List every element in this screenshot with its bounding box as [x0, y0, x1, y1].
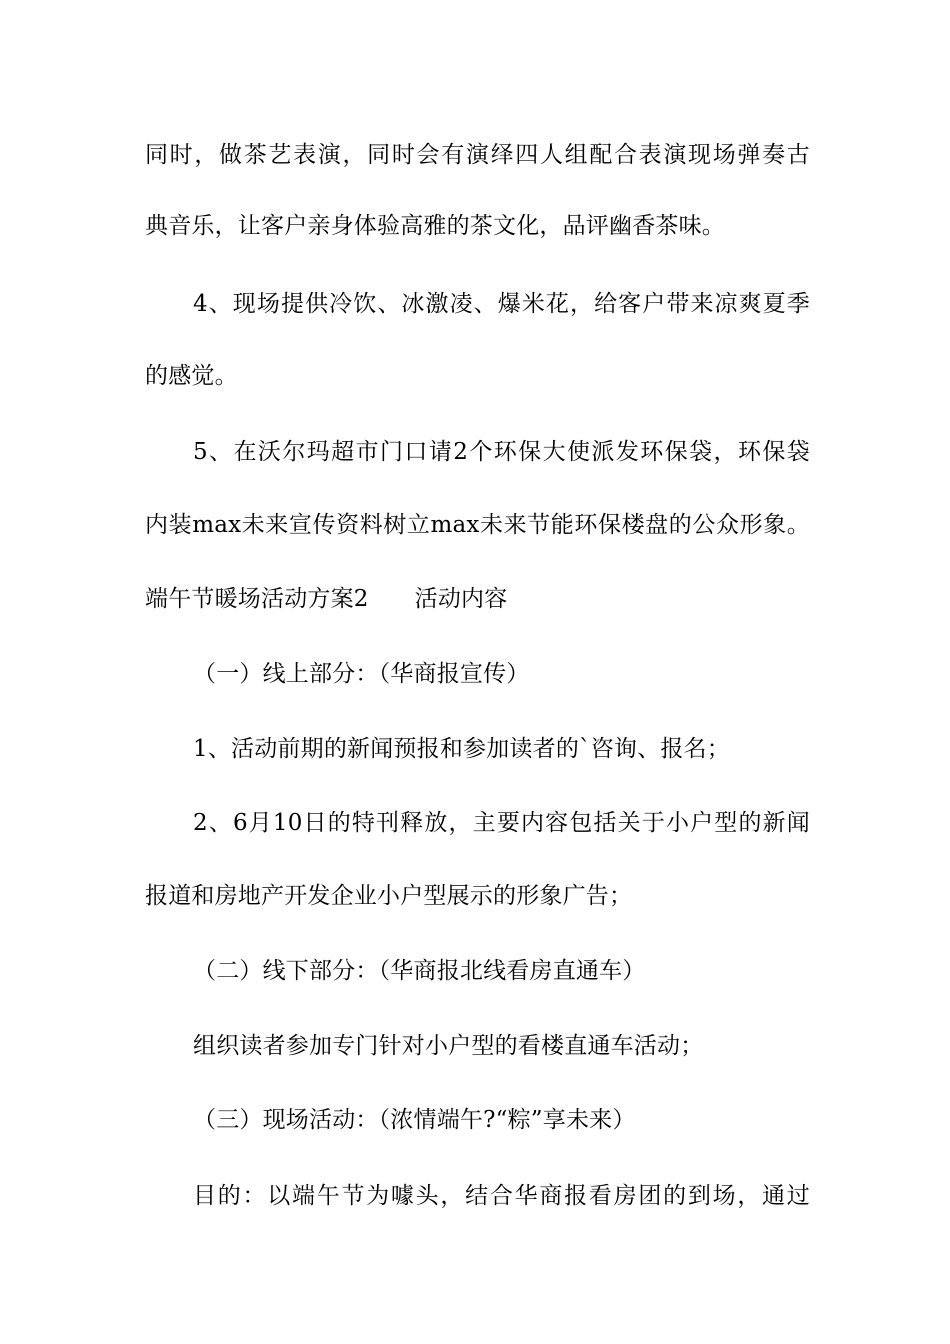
list-item-1: 1、活动前期的新闻预报和参加读者的`咨询、报名；	[193, 736, 730, 762]
paragraph-line-item-5: 5、在沃尔玛超市门口请2个环保大使派发环保袋，环保袋	[193, 439, 810, 465]
paragraph-line-item-5-cont: 内装max未来宣传资料树立max未来节能环保楼盘的公众形象。	[145, 512, 810, 538]
list-item-2: 2、6月10日的特刊释放，主要内容包括关于小户型的新闻	[193, 810, 810, 836]
paragraph-line-purpose: 目的：以端午节为噱头，结合华商报看房团的到场，通过	[193, 1183, 810, 1209]
paragraph-line-item-4-cont: 的感觉。	[145, 363, 238, 389]
section-heading	[145, 584, 810, 614]
list-item-2-cont: 报道和房地产开发企业小户型展示的形象广告；	[145, 883, 633, 909]
paragraph-line-item-4: 4、现场提供冷饮、冰激凌、爆米花，给客户带来凉爽夏季	[193, 291, 810, 317]
subheading-online-part: （一）线上部分：（华商报宣传）	[193, 661, 530, 687]
paragraph-line-classical-music: 典音乐，让客户亲身体验高雅的茶文化，品评幽香茶味。	[145, 213, 725, 239]
subheading-onsite-activity: （三）现场活动：（浓情端午?“粽”享未来）	[193, 1107, 636, 1133]
subheading-offline-part: （二）线下部分：（华商报北线看房直通车）	[193, 958, 646, 984]
paragraph-line-bus-activity: 组织读者参加专门针对小户型的看楼直通车活动；	[193, 1033, 704, 1059]
paragraph-line-tea-performance: 同时，做茶艺表演，同时会有演绎四人组配合表演现场弹奏古	[145, 142, 810, 168]
plan-title: 端午节暖场活动方案2	[145, 586, 369, 612]
activity-content-label: 活动内容	[414, 586, 508, 612]
